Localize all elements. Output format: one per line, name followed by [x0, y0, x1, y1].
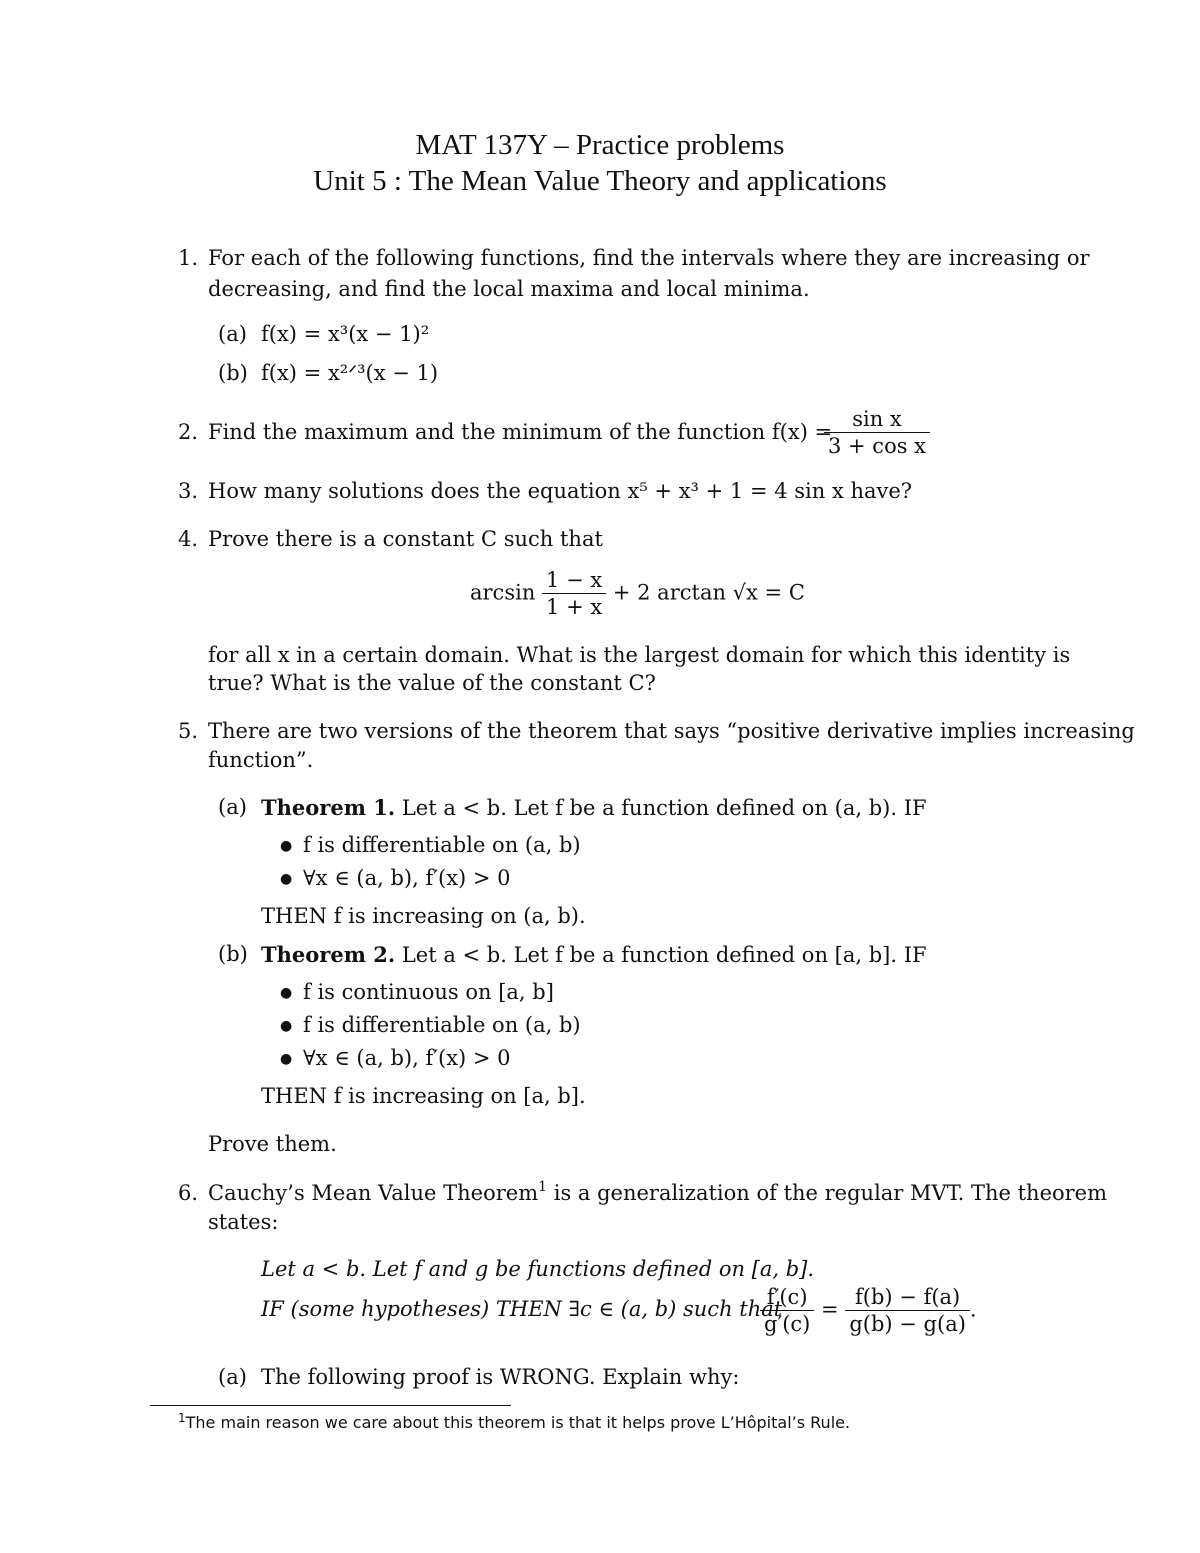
- problem-4-eq-left: arcsin: [470, 580, 536, 605]
- problem-6a-label: (a): [218, 1365, 247, 1389]
- problem-1b-expression: f(x) = x²ᐟ³(x − 1): [261, 361, 439, 385]
- problem-4-eq-right: + 2 arctan √x = C: [612, 580, 805, 605]
- theorem-1-hypothesis-1: f is differentiable on (a, b): [303, 833, 581, 857]
- problem-5a-statement: [261, 797, 927, 819]
- problem-4-fraction-denominator: 1 + x: [546, 595, 603, 620]
- problem-5-line1: There are two versions of the theorem that says “positive derivative implies increasing: [208, 719, 1135, 743]
- cauchy-formula: [760, 1284, 977, 1338]
- problem-5b-statement: [261, 944, 927, 966]
- problem-4-line1: Prove there is a constant C such that: [208, 527, 603, 551]
- problem-4-number: 4.: [178, 527, 199, 551]
- theorem-2-hypothesis-1: f is continuous on [a, b]: [303, 980, 554, 1004]
- cauchy-period: .: [969, 1297, 977, 1322]
- document-subtitle: Unit 5 : The Mean Value Theory and applications: [313, 165, 887, 197]
- cauchy-frac1-numerator: f′(c): [760, 1284, 814, 1311]
- theorem-2-text: Let a < b. Let f be a function defined on [a, b]. IF: [401, 943, 927, 967]
- theorem-1-text: Let a < b. Let f be a function defined on (a, b). IF: [401, 796, 927, 820]
- problem-3-number: 3.: [178, 479, 199, 503]
- bullet-icon: ●: [280, 1051, 293, 1067]
- problem-2-number: 2.: [178, 420, 199, 444]
- problem-5-number: 5.: [178, 719, 199, 743]
- problem-4-line3: true? What is the value of the constant C?: [208, 671, 656, 695]
- problem-5b-label: (b): [218, 942, 248, 966]
- problem-4-equation: [470, 567, 805, 621]
- footnote-reference: 1: [538, 1179, 548, 1195]
- footnote-mark: 1: [178, 1411, 186, 1425]
- theorem-1-label: Theorem 1.: [261, 795, 396, 820]
- problem-1a-expression: f(x) = x³(x − 1)²: [261, 322, 430, 346]
- problem-6-line2: states:: [208, 1210, 279, 1234]
- theorem-1-conclusion: THEN f is increasing on (a, b).: [261, 904, 586, 928]
- bullet-icon: ●: [280, 871, 293, 887]
- bullet-icon: ●: [280, 1018, 293, 1034]
- problem-1-line1: For each of the following functions, find the intervals where they are increasing or: [208, 246, 1090, 270]
- bullet-icon: ●: [280, 838, 293, 854]
- problem-5-prove: Prove them.: [208, 1132, 337, 1156]
- problem-6a-text: The following proof is WRONG. Explain why:: [261, 1365, 740, 1389]
- problem-1b-label: (b): [218, 361, 248, 385]
- theorem-1-hypothesis-2: ∀x ∈ (a, b), f′(x) > 0: [303, 866, 511, 890]
- problem-6-line1-b: is a generalization of the regular MVT. The theorem: [547, 1181, 1108, 1205]
- problem-2-fraction: [824, 406, 930, 460]
- document-title: MAT 137Y – Practice problems: [415, 129, 785, 161]
- problem-6-number: 6.: [178, 1181, 199, 1205]
- cauchy-equals: =: [821, 1297, 839, 1322]
- theorem-2-hypothesis-3: ∀x ∈ (a, b), f′(x) > 0: [303, 1046, 511, 1070]
- problem-4-fraction-numerator: 1 − x: [542, 567, 606, 594]
- problem-6-line1-a: Cauchy’s Mean Value Theorem: [208, 1181, 539, 1205]
- problem-2-text: Find the maximum and the minimum of the function f(x) =: [208, 420, 833, 444]
- footnote: [178, 1411, 851, 1432]
- theorem-2-hypothesis-2: f is differentiable on (a, b): [303, 1013, 581, 1037]
- problem-2-fraction-numerator: sin x: [824, 406, 930, 433]
- bullet-icon: ●: [280, 985, 293, 1001]
- problem-2-fraction-denominator: 3 + cos x: [828, 434, 927, 459]
- cauchy-frac2-numerator: f(b) − f(a): [845, 1284, 970, 1311]
- problem-5a-label: (a): [218, 795, 247, 819]
- problem-3-text: How many solutions does the equation x⁵ + x³ + 1 = 4 sin x have?: [208, 479, 913, 503]
- footnote-text: The main reason we care about this theorem is that it helps prove L’Hôpital’s Rule.: [185, 1413, 851, 1432]
- cauchy-statement-line2: IF (some hypotheses) THEN ∃c ∈ (a, b) such that: [261, 1297, 783, 1321]
- problem-5-line2: function”.: [208, 748, 314, 772]
- cauchy-statement-line1: Let a < b. Let f and g be functions defined on [a, b].: [261, 1257, 815, 1281]
- cauchy-frac1-denominator: g′(c): [764, 1312, 811, 1337]
- problem-6-line1: [208, 1179, 1108, 1205]
- problem-1a-label: (a): [218, 322, 247, 346]
- problem-1-number: 1.: [178, 246, 199, 270]
- theorem-2-conclusion: THEN f is increasing on [a, b].: [261, 1084, 586, 1108]
- cauchy-frac2-denominator: g(b) − g(a): [849, 1312, 966, 1337]
- problem-1-line2: decreasing, and find the local maxima and local minima.: [208, 277, 810, 301]
- theorem-2-label: Theorem 2.: [261, 942, 396, 967]
- footnote-rule: [150, 1405, 511, 1406]
- problem-4-line2: for all x in a certain domain. What is the largest domain for which this identity is: [208, 643, 1071, 667]
